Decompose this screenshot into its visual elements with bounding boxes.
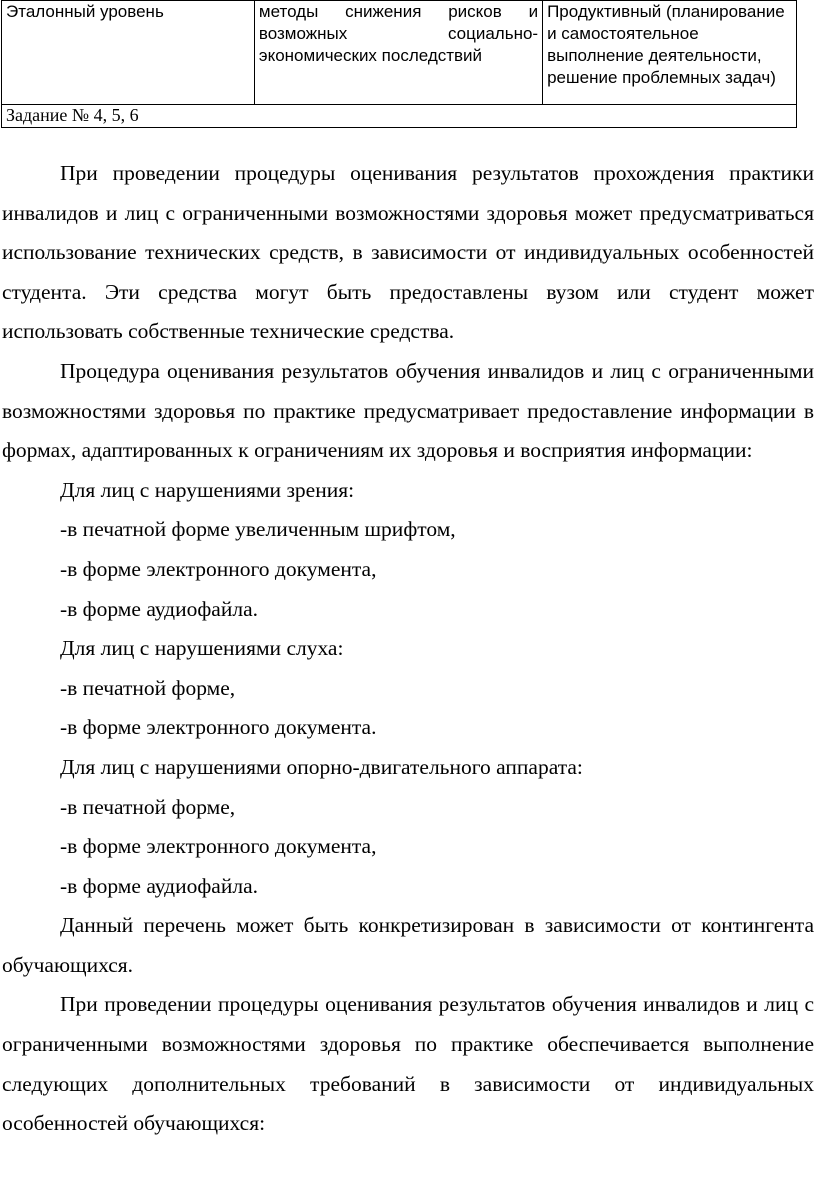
level-cell: Эталонный уровень [2,1,255,105]
list-item: -в печатной форме, [60,794,236,819]
paragraph-additional-requirements: При проведении процедуры оценивания результатов обучения инвалидов и лиц с ограниченными возможностями здоровья по практике обеспечивается выполнение следующих дополнительных требований в зависимости от индивидуальных особенностей обучающихся: [2,992,814,1136]
paragraph-technical-means: При проведении процедуры оценивания результатов прохождения практики инвалидов и лиц с ограниченными возможностями здоровья может предусматриваться использование технических средств, в зависимости от индивидуальных особенностей студента. Эти средства могут быть предоставлены вузом или студент может использовать собственные технические средства. [2,161,814,344]
list-item: -в форме аудиофайла. [60,873,258,898]
list-item: -в печатной форме увеличенным шрифтом, [60,517,456,542]
list-item: -в форме электронного документа. [60,715,377,740]
methods-line-1: методы снижения рисков и [258,2,539,21]
productive-level-cell: Продуктивный (планирование и самостоятельное выполнение деятельности, решение проблемных задач) [543,1,797,105]
assessment-table [1,0,797,128]
body-text [2,154,814,1144]
list-item: -в форме электронного документа, [60,556,377,581]
list-item: -в форме аудиофайла. [60,596,258,621]
methods-line-3: экономических последствий [258,46,483,65]
heading-vision: Для лиц с нарушениями зрения: [60,477,355,502]
paragraph-assessment-procedure: Процедура оценивания результатов обучения инвалидов и лиц с ограниченными возможностями здоровья по практике предусматривает предоставление информации в формах, адаптированных к ограничениям их здоровья и восприятия информации: [2,358,814,463]
list-item: -в форме электронного документа, [60,834,377,859]
table-row [2,1,797,105]
paragraph-list-specification: Данный перечень может быть конкретизирован в зависимости от контингента обучающихся. [2,913,814,977]
heading-hearing: Для лиц с нарушениями слуха: [60,636,344,661]
table-row [2,105,797,128]
task-cell: Задание № 4, 5, 6 [2,105,797,128]
heading-musculoskeletal: Для лиц с нарушениями опорно-двигательного аппарата: [60,754,583,779]
list-item: -в печатной форме, [60,675,236,700]
methods-cell [254,1,542,105]
methods-line-2: возможных социально- [258,24,539,43]
